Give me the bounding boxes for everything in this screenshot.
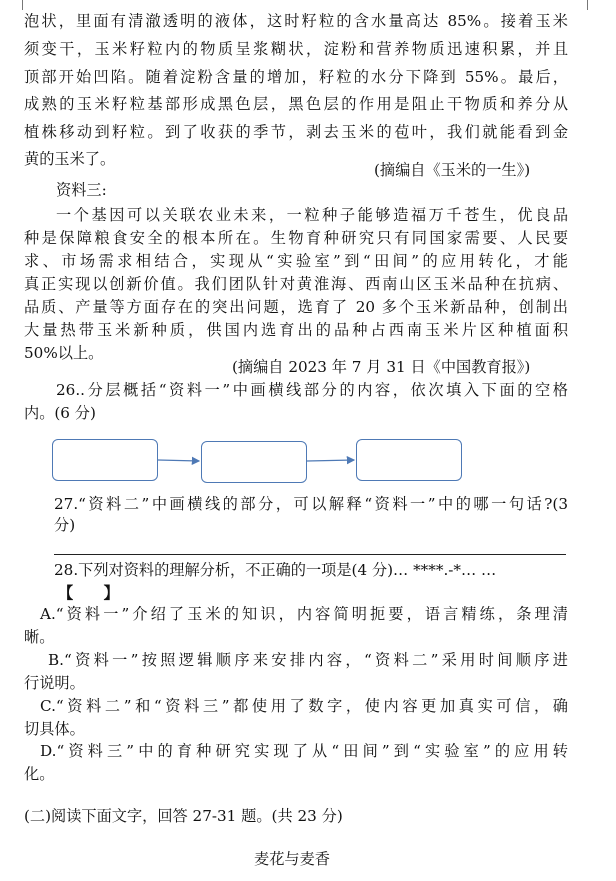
passage-line: 泡状，里面有清澈透明的液体，这时籽粒的含水量高达 85%。接着玉米 (24, 12, 568, 30)
option-b: B.“资料一”按照逻辑顺序来安排内容，“资料二”采用时间顺序进 (48, 651, 568, 669)
question-26-cont: 内。(6 分) (24, 404, 96, 422)
option-c: C.“资料二”和“资料三”都使用了数字，使内容更加真实可信，确 (40, 697, 568, 715)
option-a: A.“资料一”介绍了玉米的知识，内容简明扼要，语言精练，条理清 (40, 605, 568, 623)
option-d-cont: 化。 (24, 765, 55, 783)
source-citation: (摘编自 2023 年 7 月 31 日《中国教育报》) (232, 358, 531, 376)
material-three-line: 种是保障粮食安全的根本所在。生物育种研究只有同国家需要、人民要 (24, 229, 568, 247)
question-26: 26..分层概括“资料一”中画横线部分的内容，依次填入下面的空格 (56, 381, 568, 399)
option-b-cont: 行说明。 (24, 674, 85, 692)
option-d: D.“资料三”中的育种研究实现了从“田间”到“实验室”的应用转 (40, 742, 568, 760)
answer-line-27[interactable] (54, 554, 566, 555)
material-three-line: 大量热带玉米新种质，供国内选育出的品种占西南玉米片区种植面积 (24, 321, 568, 339)
material-three-line: 真正实现以创新价值。我们团队针对黄淮海、西南山区玉米品种在抗病、 (24, 275, 568, 293)
section-two-instruction: (二)阅读下面文字，回答 27-31 题。(共 23 分) (24, 807, 343, 825)
passage-line: 植株移动到籽粒。到了收获的季节，剥去玉米的苞叶，我们就能看到金 (24, 123, 568, 141)
option-a-cont: 晰。 (24, 628, 55, 646)
next-passage-title: 麦花与麦香 (254, 850, 330, 868)
material-three-line: 一个基因可以关联农业未来，一粒种子能够造福万千苍生，优良品 (56, 206, 568, 224)
arrow-1 (158, 460, 199, 461)
passage-line: 须变干，玉米籽粒内的物质呈浆糊状，淀粉和营养物质迅速积累，并且 (24, 40, 568, 58)
passage-line: 顶部开始凹陷。随着淀粉含量的增加，籽粒的水分下降到 55%。最后， (24, 68, 568, 86)
material-three-line: 求、市场需求相结合，实现从“实验室”到“田间”的应用转化，才能 (24, 252, 568, 270)
passage-line: 黄的玉米了。 (24, 150, 116, 168)
source-citation: (摘编自《玉米的一生》) (374, 161, 531, 179)
option-c-cont: 切具体。 (24, 720, 85, 738)
question-27-cont: 分) (54, 516, 76, 534)
passage-line: 成熟的玉米籽粒基部形成黑色层，黑色层的作用是阻止干物质和养分从 (24, 95, 568, 113)
material-three-line: 50%以上。 (24, 344, 104, 362)
question-27: 27.“资料二”中画横线的部分，可以解释“资料一”中的哪一句话?(3 (54, 495, 568, 513)
material-three-heading: 资料三: (56, 181, 107, 199)
question-28: 28.下列对资料的理解分析，不正确的一项是(4 分)… ****.-*… … (54, 561, 497, 579)
material-three-line: 品质、产量等方面存在的突出问题，选育了 20 多个玉米新品种，创制出 (24, 298, 568, 316)
answer-bracket[interactable]: 【 】 (58, 584, 119, 602)
arrow-2 (307, 460, 354, 461)
